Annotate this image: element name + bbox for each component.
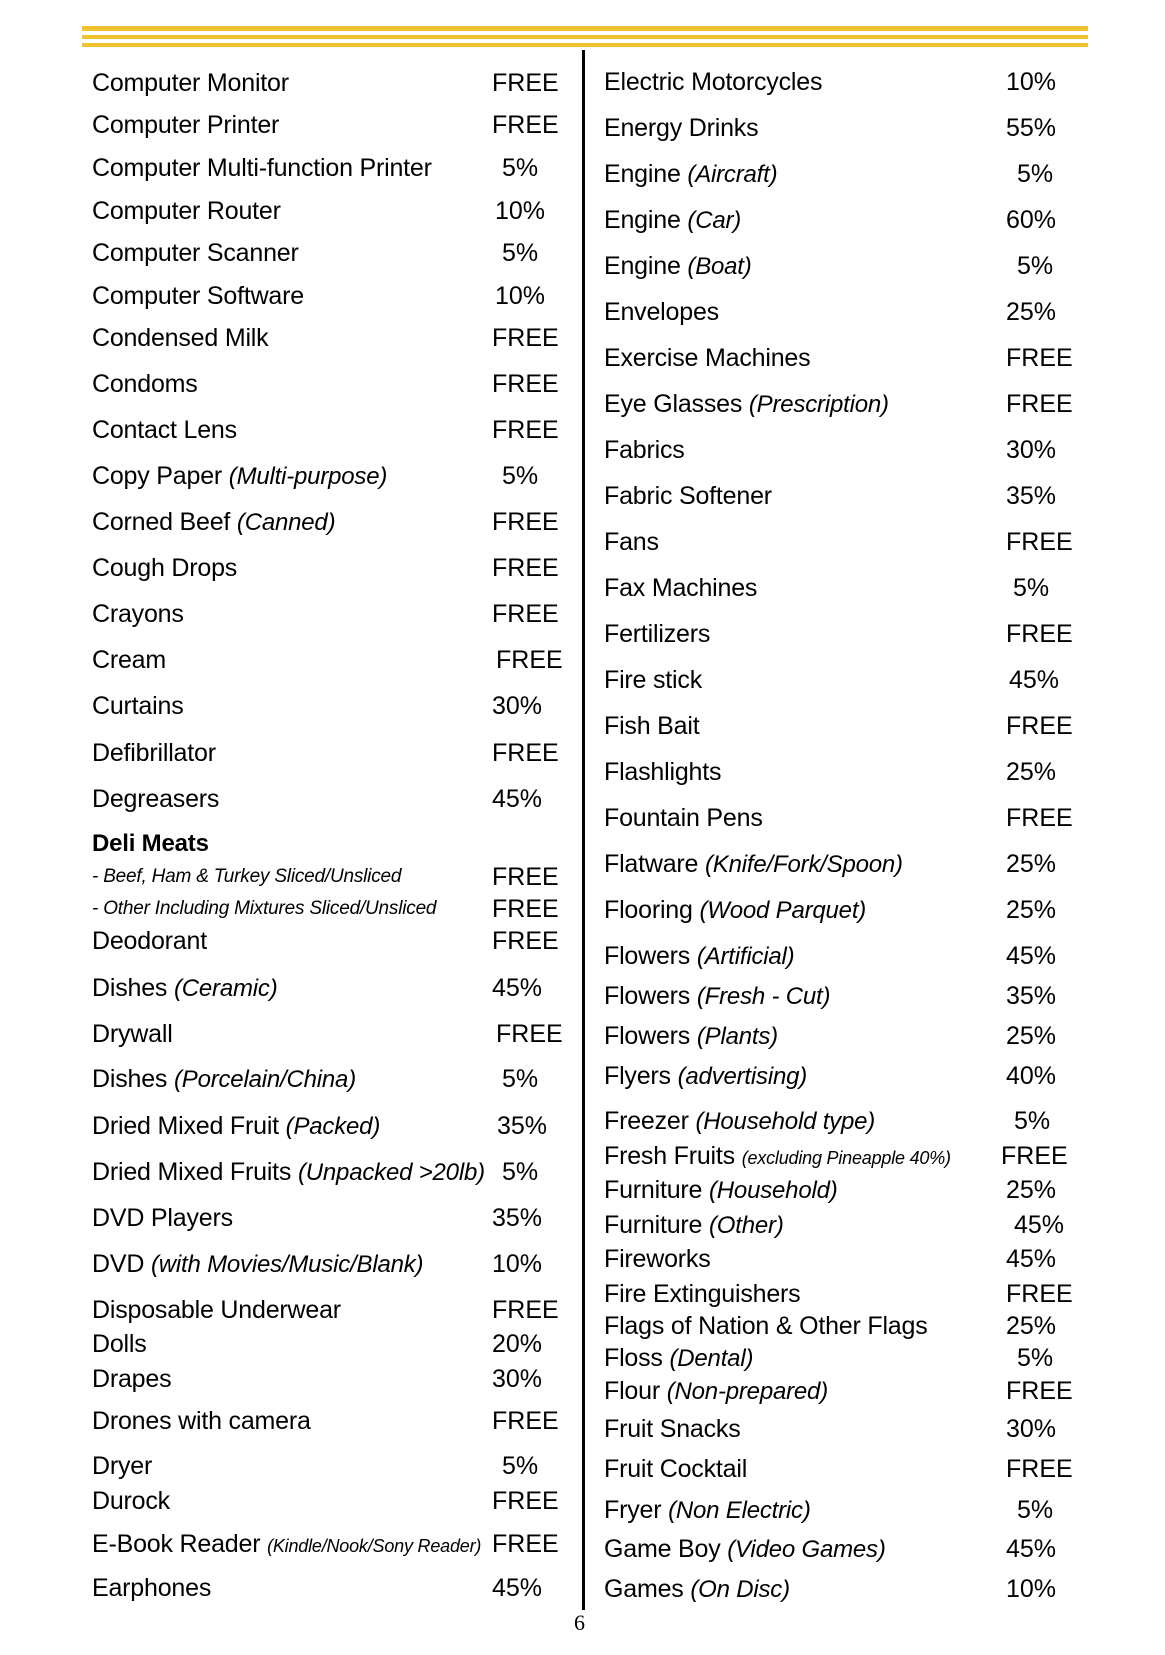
item-name bbox=[92, 1202, 233, 1234]
item-label: Crayons bbox=[92, 600, 184, 628]
item-rate: FREE bbox=[492, 863, 559, 891]
item-name bbox=[604, 940, 794, 973]
item-label: Engine bbox=[604, 206, 681, 234]
item-name bbox=[604, 1060, 807, 1093]
item-name bbox=[604, 756, 721, 788]
header-stripe-3 bbox=[82, 43, 1088, 47]
item-name bbox=[92, 972, 278, 1005]
item-name bbox=[604, 1342, 753, 1375]
item-note: (Fresh - Cut) bbox=[696, 983, 831, 1010]
page-number: 6 bbox=[574, 1610, 585, 1635]
item-label: Fruit Cocktail bbox=[604, 1455, 748, 1483]
item-name bbox=[92, 322, 268, 354]
item-name bbox=[604, 1020, 778, 1053]
item-rate: FREE bbox=[1006, 1455, 1073, 1483]
item-rate: FREE bbox=[1006, 804, 1073, 832]
item-name bbox=[604, 1310, 928, 1342]
item-label: DVD bbox=[92, 1250, 145, 1278]
item-label: Dried Mixed Fruit bbox=[92, 1112, 279, 1140]
item-rate: FREE bbox=[492, 416, 559, 444]
item-label: Envelopes bbox=[604, 298, 719, 326]
item-note: (Aircraft) bbox=[687, 161, 778, 188]
item-name bbox=[92, 152, 432, 184]
item-rate: 30% bbox=[1006, 436, 1057, 464]
item-name bbox=[604, 1105, 875, 1138]
item-label: Exercise Machines bbox=[604, 344, 811, 372]
item-rate: 25% bbox=[1006, 896, 1057, 924]
item-rate: 45% bbox=[1006, 942, 1057, 970]
item-name bbox=[92, 1572, 211, 1604]
item-note: (Artificial) bbox=[696, 943, 795, 970]
item-name bbox=[604, 204, 741, 237]
item-note: (On Disc) bbox=[690, 1576, 790, 1603]
item-rate: FREE bbox=[492, 69, 559, 97]
item-name bbox=[604, 66, 822, 98]
item-name bbox=[604, 1375, 828, 1408]
item-name bbox=[604, 1243, 711, 1275]
item-note: (Prescription) bbox=[748, 391, 889, 418]
item-label: Furniture bbox=[604, 1211, 703, 1239]
item-label: DVD Players bbox=[92, 1204, 233, 1232]
item-rate: 25% bbox=[1006, 850, 1057, 878]
item-name bbox=[92, 783, 219, 815]
item-rate: FREE bbox=[1006, 1280, 1073, 1308]
item-rate: 5% bbox=[502, 154, 539, 182]
item-name bbox=[604, 1573, 790, 1606]
item-note: (excluding Pineapple 40%) bbox=[741, 1148, 951, 1168]
item-label: Fireworks bbox=[604, 1245, 711, 1273]
item-rate: 25% bbox=[1006, 1176, 1057, 1204]
item-name bbox=[604, 618, 710, 650]
item-label: Fans bbox=[604, 528, 659, 556]
item-rate: FREE bbox=[492, 739, 559, 767]
item-name bbox=[92, 690, 184, 722]
item-rate: FREE bbox=[1006, 1377, 1073, 1405]
header-stripe-2 bbox=[82, 35, 1088, 39]
item-note: (Canned) bbox=[236, 509, 336, 536]
item-rate: 5% bbox=[1017, 1344, 1054, 1372]
item-label: Flour bbox=[604, 1377, 660, 1405]
item-rate: 25% bbox=[1006, 1312, 1057, 1340]
item-label: Games bbox=[604, 1575, 684, 1603]
item-name bbox=[604, 802, 763, 834]
item-rate: 5% bbox=[1017, 252, 1054, 280]
item-label: Eye Glasses bbox=[604, 390, 743, 418]
item-rate: 45% bbox=[492, 974, 543, 1002]
item-rate: 45% bbox=[1006, 1535, 1057, 1563]
item-rate: 35% bbox=[1006, 482, 1057, 510]
item-label: Drywall bbox=[92, 1020, 173, 1048]
item-rate: 45% bbox=[1006, 1245, 1057, 1273]
item-name bbox=[604, 1140, 951, 1174]
item-rate: 10% bbox=[495, 197, 546, 225]
item-label: Engine bbox=[604, 252, 681, 280]
item-label: Fryer bbox=[604, 1496, 662, 1524]
item-name bbox=[92, 1018, 173, 1050]
item-rate: 25% bbox=[1006, 298, 1057, 326]
item-rate: FREE bbox=[492, 554, 559, 582]
item-name bbox=[604, 664, 702, 696]
item-rate: 35% bbox=[492, 1204, 543, 1232]
item-name bbox=[92, 506, 335, 539]
item-name bbox=[92, 1156, 485, 1189]
item-name bbox=[92, 1450, 152, 1482]
item-rate: 55% bbox=[1006, 114, 1057, 142]
item-label: Flowers bbox=[604, 1022, 691, 1050]
item-name bbox=[604, 572, 757, 604]
item-rate: 60% bbox=[1006, 206, 1057, 234]
item-name bbox=[604, 250, 752, 283]
item-name bbox=[604, 388, 889, 421]
item-note: (Plants) bbox=[696, 1023, 778, 1050]
item-label: Deli Meats bbox=[92, 830, 209, 857]
item-name bbox=[92, 1405, 311, 1437]
item-label: Flowers bbox=[604, 982, 691, 1010]
item-label: Dishes bbox=[92, 974, 168, 1002]
item-name bbox=[604, 112, 758, 144]
item-name bbox=[92, 1528, 481, 1562]
item-note: (Knife/Fork/Spoon) bbox=[705, 851, 903, 878]
item-name bbox=[92, 368, 198, 400]
item-rate: FREE bbox=[492, 111, 559, 139]
item-name bbox=[604, 710, 699, 742]
item-name bbox=[92, 1063, 356, 1096]
item-label: Earphones bbox=[92, 1574, 212, 1602]
item-name bbox=[92, 414, 237, 446]
item-name bbox=[604, 1413, 741, 1445]
item-label: - Other Including Mixtures Sliced/Unsliced bbox=[92, 898, 437, 919]
item-label: Dryer bbox=[92, 1452, 153, 1480]
item-rate: FREE bbox=[492, 895, 559, 923]
item-name bbox=[604, 1209, 784, 1242]
item-rate: FREE bbox=[496, 1020, 563, 1048]
item-label: Fruit Snacks bbox=[604, 1415, 741, 1443]
item-name bbox=[604, 1174, 838, 1207]
item-label: Freezer bbox=[604, 1107, 689, 1135]
item-label: Engine bbox=[604, 160, 681, 188]
item-rate: FREE bbox=[1001, 1142, 1068, 1170]
item-rate: FREE bbox=[492, 370, 559, 398]
item-note: (Porcelain/China) bbox=[173, 1066, 356, 1093]
item-rate: 5% bbox=[1014, 1107, 1051, 1135]
item-label: Curtains bbox=[92, 692, 184, 720]
item-name bbox=[92, 195, 281, 227]
item-rate: FREE bbox=[492, 1296, 559, 1324]
item-label: Fax Machines bbox=[604, 574, 758, 602]
item-note: (Non Electric) bbox=[668, 1497, 811, 1524]
item-rate: 5% bbox=[502, 1452, 539, 1480]
item-note: (Boat) bbox=[687, 253, 752, 280]
item-name bbox=[604, 158, 777, 191]
item-rate: 10% bbox=[1006, 1575, 1057, 1603]
item-rate: 10% bbox=[1006, 68, 1057, 96]
item-rate: 45% bbox=[492, 785, 543, 813]
item-name bbox=[604, 980, 830, 1013]
item-label: Floss bbox=[604, 1344, 663, 1372]
item-rate: FREE bbox=[492, 1530, 559, 1558]
item-name bbox=[604, 526, 659, 558]
item-label: Fountain Pens bbox=[604, 804, 763, 832]
item-note: (Car) bbox=[687, 207, 742, 234]
item-rate: FREE bbox=[1006, 390, 1073, 418]
item-note: (Unpacked >20lb) bbox=[297, 1159, 485, 1186]
item-rate: 10% bbox=[492, 1250, 543, 1278]
item-label: Fire stick bbox=[604, 666, 703, 694]
item-label: Drapes bbox=[92, 1365, 172, 1393]
item-name bbox=[604, 848, 903, 881]
item-name bbox=[92, 237, 299, 269]
item-rate: 10% bbox=[495, 282, 546, 310]
item-rate: 40% bbox=[1006, 1062, 1057, 1090]
item-rate: 5% bbox=[1017, 1496, 1054, 1524]
item-name bbox=[604, 342, 810, 374]
item-note: (Packed) bbox=[285, 1113, 381, 1140]
item-label: Dishes bbox=[92, 1065, 168, 1093]
item-label: Flyers bbox=[604, 1062, 671, 1090]
item-rate: FREE bbox=[1006, 344, 1073, 372]
item-name bbox=[92, 460, 387, 493]
item-label: Computer Scanner bbox=[92, 239, 299, 267]
item-label: Degreasers bbox=[92, 785, 220, 813]
item-label: Dried Mixed Fruits bbox=[92, 1158, 292, 1186]
item-rate: FREE bbox=[1006, 620, 1073, 648]
item-note: (advertising) bbox=[677, 1063, 808, 1090]
item-label: Fresh Fruits bbox=[604, 1142, 735, 1170]
item-label: Fertilizers bbox=[604, 620, 711, 648]
item-rate: 45% bbox=[1014, 1211, 1065, 1239]
item-label: Contact Lens bbox=[92, 416, 237, 444]
item-label: Disposable Underwear bbox=[92, 1296, 341, 1324]
item-name bbox=[604, 480, 772, 512]
item-name bbox=[92, 109, 279, 141]
item-label: Game Boy bbox=[604, 1535, 721, 1563]
item-label: Flowers bbox=[604, 942, 691, 970]
item-note: (Ceramic) bbox=[173, 975, 278, 1002]
item-rate: 25% bbox=[1006, 1022, 1057, 1050]
item-note: (Video Games) bbox=[727, 1536, 886, 1563]
item-rate: 5% bbox=[502, 1158, 539, 1186]
item-rate: 25% bbox=[1006, 758, 1057, 786]
item-rate: FREE bbox=[492, 324, 559, 352]
item-rate: 45% bbox=[492, 1574, 543, 1602]
item-name bbox=[92, 1294, 341, 1326]
item-note: (Wood Parquet) bbox=[699, 897, 867, 924]
item-label: Condensed Milk bbox=[92, 324, 269, 352]
item-rate: FREE bbox=[492, 1487, 559, 1515]
item-label: Defibrillator bbox=[92, 739, 216, 767]
item-label: Computer Printer bbox=[92, 111, 280, 139]
item-label: Furniture bbox=[604, 1176, 703, 1204]
item-label: Durock bbox=[92, 1487, 170, 1515]
item-rate: FREE bbox=[492, 1407, 559, 1435]
item-name bbox=[604, 1533, 886, 1566]
item-name bbox=[604, 1453, 747, 1485]
header-stripe-1 bbox=[82, 26, 1088, 31]
item-label: Flatware bbox=[604, 850, 699, 878]
item-label: Cough Drops bbox=[92, 554, 238, 582]
item-rate: FREE bbox=[1006, 528, 1073, 556]
item-rate: FREE bbox=[1006, 712, 1073, 740]
item-name bbox=[92, 1328, 147, 1360]
item-label: Condoms bbox=[92, 370, 198, 398]
item-rate: FREE bbox=[496, 646, 563, 674]
item-label: Fire Extinguishers bbox=[604, 1280, 801, 1308]
item-name bbox=[92, 280, 304, 312]
item-rate: FREE bbox=[492, 600, 559, 628]
item-rate: FREE bbox=[492, 927, 559, 955]
item-name bbox=[92, 1485, 170, 1517]
item-note: (Household type) bbox=[695, 1108, 876, 1135]
item-rate: 5% bbox=[1013, 574, 1050, 602]
item-name bbox=[92, 67, 289, 99]
item-label: Drones with camera bbox=[92, 1407, 311, 1435]
item-label: Fabric Softener bbox=[604, 482, 772, 510]
item-note: (Multi-purpose) bbox=[228, 463, 388, 490]
item-name bbox=[604, 1278, 800, 1310]
item-label: Flooring bbox=[604, 896, 693, 924]
item-rate: 45% bbox=[1009, 666, 1060, 694]
item-name bbox=[92, 893, 436, 925]
item-label: Dolls bbox=[92, 1330, 147, 1358]
item-label: Fabrics bbox=[604, 436, 685, 464]
item-rate: 35% bbox=[497, 1112, 548, 1140]
item-rate: FREE bbox=[492, 508, 559, 536]
item-label: Computer Multi-function Printer bbox=[92, 154, 432, 182]
item-label: Flags of Nation & Other Flags bbox=[604, 1312, 928, 1340]
item-note: (Kindle/Nook/Sony Reader) bbox=[267, 1536, 482, 1556]
item-label: Electric Motorcycles bbox=[604, 68, 823, 96]
column-divider bbox=[582, 50, 585, 1610]
item-label: E-Book Reader bbox=[92, 1530, 261, 1558]
item-label: Computer Router bbox=[92, 197, 281, 225]
item-label: Computer Monitor bbox=[92, 69, 289, 97]
item-note: (with Movies/Music/Blank) bbox=[150, 1251, 424, 1278]
item-name bbox=[92, 925, 207, 957]
item-name bbox=[92, 737, 216, 769]
item-name bbox=[604, 296, 719, 328]
item-label: Copy Paper bbox=[92, 462, 223, 490]
item-rate: 30% bbox=[1006, 1415, 1057, 1443]
item-name bbox=[92, 598, 184, 630]
item-rate: 30% bbox=[492, 1365, 543, 1393]
item-rate: 5% bbox=[502, 1065, 539, 1093]
item-name bbox=[92, 828, 209, 860]
item-note: (Household) bbox=[709, 1177, 838, 1204]
item-label: Fish Bait bbox=[604, 712, 700, 740]
item-label: - Beef, Ham & Turkey Sliced/Unsliced bbox=[92, 866, 402, 887]
item-rate: 5% bbox=[502, 462, 539, 490]
item-name bbox=[92, 1248, 423, 1281]
item-rate: 20% bbox=[492, 1330, 543, 1358]
item-label: Computer Software bbox=[92, 282, 304, 310]
item-label: Corned Beef bbox=[92, 508, 231, 536]
item-note: (Dental) bbox=[669, 1345, 754, 1372]
item-note: (Other) bbox=[709, 1212, 784, 1239]
item-label: Deodorant bbox=[92, 927, 207, 955]
item-name bbox=[92, 644, 166, 676]
item-label: Energy Drinks bbox=[604, 114, 759, 142]
item-rate: 5% bbox=[502, 239, 539, 267]
item-name bbox=[604, 434, 685, 466]
item-note: (Non-prepared) bbox=[666, 1378, 828, 1405]
item-name bbox=[92, 1363, 171, 1395]
item-rate: 30% bbox=[492, 692, 543, 720]
item-rate: 5% bbox=[1017, 160, 1054, 188]
item-name bbox=[604, 894, 866, 927]
item-name bbox=[604, 1494, 811, 1527]
item-name bbox=[92, 861, 401, 893]
item-label: Cream bbox=[92, 646, 167, 674]
item-name bbox=[92, 1110, 380, 1143]
item-name bbox=[92, 552, 237, 584]
item-label: Flashlights bbox=[604, 758, 722, 786]
item-rate: 35% bbox=[1006, 982, 1057, 1010]
